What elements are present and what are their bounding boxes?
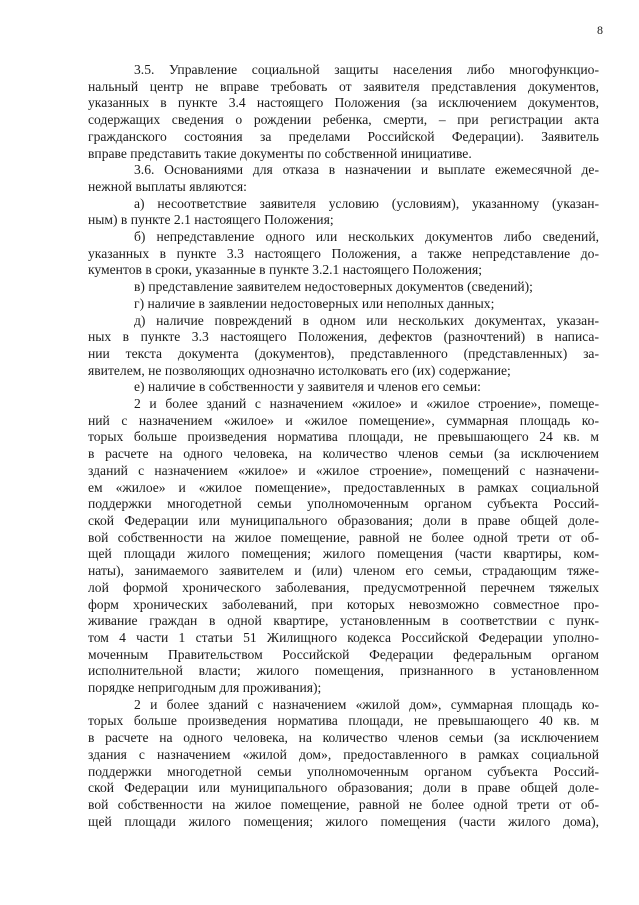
text-line: ем «жилое» и «жилое помещение», предоставленных в рамках социальной xyxy=(88,479,599,495)
text-line: ных в пункте 3.3 настоящего Положения, дефектов (разночтений) в написа- xyxy=(88,329,599,345)
text-line: живание граждан в одной квартире, установленным в соответствии с пунк- xyxy=(88,613,599,629)
text-line: г) наличие в заявлении недостоверных или неполных данных; xyxy=(134,295,495,311)
text-line: кументов в сроки, указанные в пункте 3.2.1 настоящего Положения; xyxy=(88,262,483,278)
text-line: содержащих сведения о рождении ребенка, смерти, – при регистрации акта xyxy=(88,112,599,128)
text-line: торых больше произведения норматива площади, не превышающего 40 кв. м xyxy=(88,713,599,729)
paragraph xyxy=(88,162,599,195)
text-line: е) наличие в собственности у заявителя и членов его семьи: xyxy=(134,379,481,395)
text-line: форм хронических заболеваний, при которых невозможно совместное про- xyxy=(88,596,599,612)
text-line: торых больше произведения норматива площади, не превышающего 24 кв. м xyxy=(88,429,599,445)
text-line: нежной выплаты являются: xyxy=(88,178,247,194)
text-line: в расчете на одного человека, на количество членов семьи (за исключением xyxy=(88,446,599,462)
text-line: нальный центр не вправе требовать от заявителя представления документов, xyxy=(88,78,599,94)
paragraph xyxy=(88,697,599,831)
text-line: здания с назначением «жилой дом», предоставленного в рамках социальной xyxy=(88,746,599,762)
text-line: 3.5. Управление социальной защиты населения либо многофункцио- xyxy=(134,62,599,77)
paragraph xyxy=(88,279,599,296)
text-line: порядке непригодным для проживания); xyxy=(88,680,322,696)
text-line: нии текста документа (документов), представленного (представленных) за- xyxy=(88,345,599,361)
text-line: в) представление заявителем недостоверных документов (сведений); xyxy=(134,279,533,295)
paragraph xyxy=(88,296,599,313)
text-line: ным) в пункте 2.1 настоящего Положения; xyxy=(88,212,334,228)
paragraph xyxy=(88,396,599,697)
text-line: моченным Правительством Российской Федерации федеральным органом xyxy=(88,646,599,662)
text-line: ской Федерации или муниципального образования; доли в праве общей доле- xyxy=(88,512,599,528)
paragraph xyxy=(88,313,599,380)
text-line: наты), занимаемого заявителем и (или) членом его семьи, страдающим тяже- xyxy=(88,563,599,579)
paragraph xyxy=(88,196,599,229)
text-line: том 4 части 1 статьи 51 Жилищного кодекса Российской Федерации уполно- xyxy=(88,629,599,645)
text-line: исполнительной власти; жилого помещения, признанного в установленном xyxy=(88,663,599,679)
text-line: 2 и более зданий с назначением «жилое» и «жилое строение», помеще- xyxy=(134,396,599,412)
text-line: а) несоответствие заявителя условию (условиям), указанному (указан- xyxy=(134,195,599,211)
text-line: поддержки многодетной семьи уполномоченным органом субъекта Россий- xyxy=(88,763,599,779)
text-line: 2 и более зданий с назначением «жилой дом», суммарная площадь ко- xyxy=(134,696,599,712)
text-line: 3.6. Основаниями для отказа в назначении и выплате ежемесячной де- xyxy=(134,162,599,178)
document-body xyxy=(88,62,599,830)
text-line: зданий с назначением «жилое» и «жилое строение», помещений с назначени- xyxy=(88,462,599,478)
page-number: 8 xyxy=(597,23,603,37)
text-line: указанных в пункте 3.3 настоящего Положения, а также непредставление до- xyxy=(88,245,599,261)
text-line: поддержки многодетной семьи уполномоченным органом субъекта Россий- xyxy=(88,496,599,512)
text-line: д) наличие повреждений в одном или нескольких документах, указан- xyxy=(134,312,599,328)
text-line: лой формой хронического заболевания, предусмотренной перечнем тяжелых xyxy=(88,579,599,595)
text-line: гражданского состояния за пределами Российской Федерации). Заявитель xyxy=(88,128,599,144)
paragraph xyxy=(88,62,599,162)
text-line: щей площади жилого помещения; жилого помещения (части квартиры, ком- xyxy=(88,546,599,562)
text-line: указанных в пункте 3.4 настоящего Положения (за исключением документов, xyxy=(88,95,599,111)
text-line: вой собственности на жилое помещение, равной не более одной трети от об- xyxy=(88,529,599,545)
text-line: явителем, не позволяющих однозначно истолковать его (их) содержание; xyxy=(88,362,511,378)
text-line: ний с назначением «жилое» и «жилое помещение», суммарная площадь ко- xyxy=(88,412,599,428)
paragraph xyxy=(88,229,599,279)
text-line: б) непредставление одного или нескольких документов либо сведений, xyxy=(134,229,599,245)
paragraph xyxy=(88,379,599,396)
text-line: ской Федерации или муниципального образования; доли в праве общей доле- xyxy=(88,780,599,796)
text-line: вой собственности на жилое помещение, равной не более одной трети от об- xyxy=(88,796,599,812)
text-line: щей площади жилого помещения; жилого помещения (части жилого дома), xyxy=(88,813,599,829)
text-line: в расчете на одного человека, на количество членов семьи (за исключением xyxy=(88,730,599,746)
text-line: вправе представить такие документы по собственной инициативе. xyxy=(88,145,472,161)
